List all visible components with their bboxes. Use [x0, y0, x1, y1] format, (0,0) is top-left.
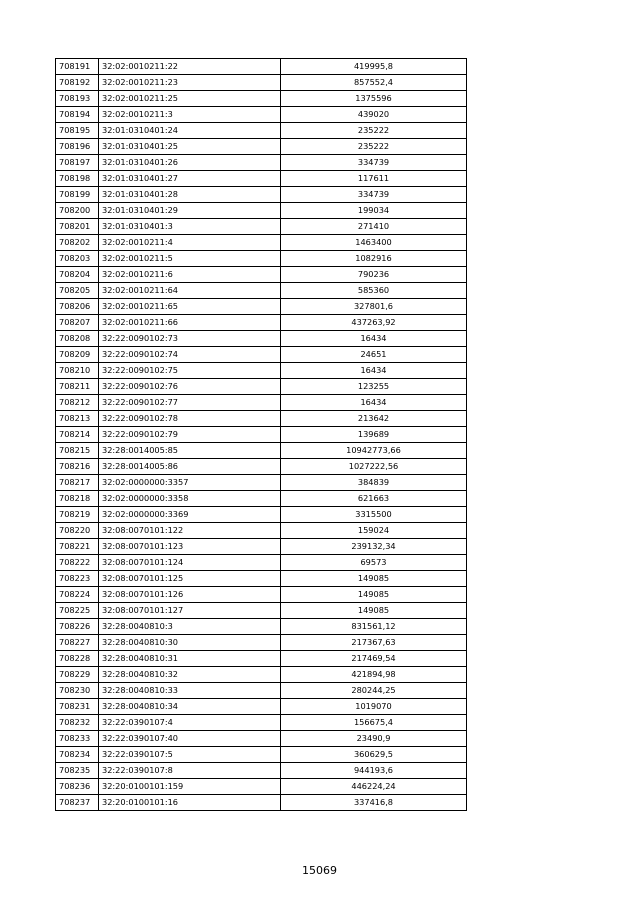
value-cell: 360629,5: [281, 747, 467, 763]
cadastral-number-cell: 32:28:0040810:3: [99, 619, 281, 635]
table-row: [56, 699, 467, 715]
row-id-cell: 708228: [56, 651, 99, 667]
cadastral-number-cell: 32:28:0040810:34: [99, 699, 281, 715]
row-id-cell: 708220: [56, 523, 99, 539]
table-row: [56, 523, 467, 539]
value-cell: 235222: [281, 139, 467, 155]
table-row: [56, 779, 467, 795]
cadastral-number-cell: 32:22:0390107:8: [99, 763, 281, 779]
cadastral-number-cell: 32:22:0090102:76: [99, 379, 281, 395]
row-id-cell: 708200: [56, 203, 99, 219]
value-cell: 790236: [281, 267, 467, 283]
table-row: [56, 283, 467, 299]
cadastral-number-cell: 32:28:0040810:33: [99, 683, 281, 699]
table-row: [56, 763, 467, 779]
row-id-cell: 708205: [56, 283, 99, 299]
row-id-cell: 708215: [56, 443, 99, 459]
table-row: [56, 603, 467, 619]
row-id-cell: 708222: [56, 555, 99, 571]
row-id-cell: 708218: [56, 491, 99, 507]
table-row: [56, 443, 467, 459]
row-id-cell: 708203: [56, 251, 99, 267]
row-id-cell: 708230: [56, 683, 99, 699]
row-id-cell: 708226: [56, 619, 99, 635]
value-cell: 217469,54: [281, 651, 467, 667]
cadastral-number-cell: 32:02:0010211:25: [99, 91, 281, 107]
row-id-cell: 708216: [56, 459, 99, 475]
value-cell: 149085: [281, 571, 467, 587]
value-cell: 337416,8: [281, 795, 467, 811]
table-row: [56, 75, 467, 91]
row-id-cell: 708207: [56, 315, 99, 331]
table-row: [56, 155, 467, 171]
value-cell: 585360: [281, 283, 467, 299]
cadastral-number-cell: 32:02:0000000:3358: [99, 491, 281, 507]
row-id-cell: 708233: [56, 731, 99, 747]
row-id-cell: 708236: [56, 779, 99, 795]
cadastral-number-cell: 32:01:0310401:25: [99, 139, 281, 155]
row-id-cell: 708235: [56, 763, 99, 779]
value-cell: 271410: [281, 219, 467, 235]
row-id-cell: 708195: [56, 123, 99, 139]
row-id-cell: 708211: [56, 379, 99, 395]
value-cell: 1019070: [281, 699, 467, 715]
value-cell: 23490,9: [281, 731, 467, 747]
cadastral-number-cell: 32:02:0010211:66: [99, 315, 281, 331]
value-cell: 217367,63: [281, 635, 467, 651]
table-row: [56, 59, 467, 75]
value-cell: 421894,98: [281, 667, 467, 683]
row-id-cell: 708212: [56, 395, 99, 411]
value-cell: 149085: [281, 587, 467, 603]
cadastral-number-cell: 32:20:0100101:159: [99, 779, 281, 795]
table-row: [56, 651, 467, 667]
value-cell: 280244,25: [281, 683, 467, 699]
value-cell: 16434: [281, 331, 467, 347]
cadastral-number-cell: 32:01:0310401:3: [99, 219, 281, 235]
value-cell: 334739: [281, 187, 467, 203]
table-row: [56, 331, 467, 347]
value-cell: 1082916: [281, 251, 467, 267]
table-row: [56, 459, 467, 475]
cadastral-number-cell: 32:01:0310401:27: [99, 171, 281, 187]
cadastral-number-cell: 32:22:0090102:77: [99, 395, 281, 411]
table-row: [56, 571, 467, 587]
value-cell: 139689: [281, 427, 467, 443]
table-row: [56, 107, 467, 123]
table-row: [56, 379, 467, 395]
cadastral-number-cell: 32:02:0000000:3369: [99, 507, 281, 523]
value-cell: 384839: [281, 475, 467, 491]
cadastral-number-cell: 32:08:0070101:123: [99, 539, 281, 555]
cadastral-number-cell: 32:08:0070101:126: [99, 587, 281, 603]
table-row: [56, 315, 467, 331]
cadastral-number-cell: 32:02:0010211:64: [99, 283, 281, 299]
value-cell: 944193,6: [281, 763, 467, 779]
cadastral-number-cell: 32:08:0070101:124: [99, 555, 281, 571]
value-cell: 1375596: [281, 91, 467, 107]
cadastral-number-cell: 32:02:0010211:23: [99, 75, 281, 91]
value-cell: 235222: [281, 123, 467, 139]
row-id-cell: 708192: [56, 75, 99, 91]
table-row: [56, 171, 467, 187]
table-row: [56, 619, 467, 635]
cadastral-number-cell: 32:28:0014005:86: [99, 459, 281, 475]
value-cell: 334739: [281, 155, 467, 171]
row-id-cell: 708193: [56, 91, 99, 107]
value-cell: 117611: [281, 171, 467, 187]
row-id-cell: 708217: [56, 475, 99, 491]
row-id-cell: 708225: [56, 603, 99, 619]
table-row: [56, 667, 467, 683]
value-cell: 10942773,66: [281, 443, 467, 459]
cadastral-number-cell: 32:22:0090102:79: [99, 427, 281, 443]
value-cell: 857552,4: [281, 75, 467, 91]
row-id-cell: 708210: [56, 363, 99, 379]
row-id-cell: 708232: [56, 715, 99, 731]
row-id-cell: 708234: [56, 747, 99, 763]
value-cell: 327801,6: [281, 299, 467, 315]
cadastral-number-cell: 32:01:0310401:28: [99, 187, 281, 203]
value-cell: 159024: [281, 523, 467, 539]
value-cell: 1463400: [281, 235, 467, 251]
cadastral-number-cell: 32:08:0070101:127: [99, 603, 281, 619]
table-row: [56, 395, 467, 411]
table-row: [56, 747, 467, 763]
table-row: [56, 539, 467, 555]
row-id-cell: 708208: [56, 331, 99, 347]
table-row: [56, 219, 467, 235]
table-row: [56, 203, 467, 219]
value-cell: 199034: [281, 203, 467, 219]
cadastral-number-cell: 32:22:0090102:75: [99, 363, 281, 379]
table-row: [56, 235, 467, 251]
value-cell: 621663: [281, 491, 467, 507]
value-cell: 69573: [281, 555, 467, 571]
row-id-cell: 708202: [56, 235, 99, 251]
cadastral-number-cell: 32:20:0100101:16: [99, 795, 281, 811]
row-id-cell: 708237: [56, 795, 99, 811]
table-row: [56, 347, 467, 363]
cadastral-number-cell: 32:02:0010211:4: [99, 235, 281, 251]
cadastral-number-cell: 32:22:0390107:4: [99, 715, 281, 731]
row-id-cell: 708194: [56, 107, 99, 123]
value-cell: 16434: [281, 363, 467, 379]
cadastral-number-cell: 32:01:0310401:24: [99, 123, 281, 139]
value-cell: 213642: [281, 411, 467, 427]
table-row: [56, 635, 467, 651]
table-row: [56, 267, 467, 283]
row-id-cell: 708227: [56, 635, 99, 651]
row-id-cell: 708191: [56, 59, 99, 75]
cadastral-number-cell: 32:02:0010211:6: [99, 267, 281, 283]
row-id-cell: 708221: [56, 539, 99, 555]
table-row: [56, 795, 467, 811]
table-row: [56, 411, 467, 427]
data-table: [55, 58, 467, 811]
cadastral-number-cell: 32:28:0040810:32: [99, 667, 281, 683]
table-row: [56, 731, 467, 747]
cadastral-number-cell: 32:08:0070101:125: [99, 571, 281, 587]
row-id-cell: 708231: [56, 699, 99, 715]
table-row: [56, 555, 467, 571]
cadastral-number-cell: 32:22:0090102:73: [99, 331, 281, 347]
cadastral-number-cell: 32:02:0010211:65: [99, 299, 281, 315]
value-cell: 24651: [281, 347, 467, 363]
table-row: [56, 683, 467, 699]
cadastral-number-cell: 32:28:0040810:31: [99, 651, 281, 667]
row-id-cell: 708213: [56, 411, 99, 427]
table-row: [56, 587, 467, 603]
cadastral-number-cell: 32:22:0390107:40: [99, 731, 281, 747]
row-id-cell: 708229: [56, 667, 99, 683]
cadastral-number-cell: 32:28:0014005:85: [99, 443, 281, 459]
value-cell: 439020: [281, 107, 467, 123]
row-id-cell: 708223: [56, 571, 99, 587]
cadastral-number-cell: 32:01:0310401:29: [99, 203, 281, 219]
row-id-cell: 708196: [56, 139, 99, 155]
cadastral-number-cell: 32:22:0390107:5: [99, 747, 281, 763]
row-id-cell: 708219: [56, 507, 99, 523]
cadastral-number-cell: 32:22:0090102:78: [99, 411, 281, 427]
value-cell: 446224,24: [281, 779, 467, 795]
value-cell: 3315500: [281, 507, 467, 523]
table-row: [56, 91, 467, 107]
table-row: [56, 715, 467, 731]
cadastral-number-cell: 32:02:0010211:22: [99, 59, 281, 75]
row-id-cell: 708224: [56, 587, 99, 603]
cadastral-number-cell: 32:08:0070101:122: [99, 523, 281, 539]
row-id-cell: 708214: [56, 427, 99, 443]
cadastral-number-cell: 32:02:0010211:5: [99, 251, 281, 267]
value-cell: 239132,34: [281, 539, 467, 555]
value-cell: 123255: [281, 379, 467, 395]
table-body: [56, 59, 467, 811]
cadastral-number-cell: 32:01:0310401:26: [99, 155, 281, 171]
table-row: [56, 507, 467, 523]
table-row: [56, 251, 467, 267]
cadastral-number-cell: 32:28:0040810:30: [99, 635, 281, 651]
value-cell: 149085: [281, 603, 467, 619]
value-cell: 419995,8: [281, 59, 467, 75]
row-id-cell: 708204: [56, 267, 99, 283]
table-row: [56, 427, 467, 443]
table-row: [56, 363, 467, 379]
cadastral-number-cell: 32:02:0010211:3: [99, 107, 281, 123]
row-id-cell: 708209: [56, 347, 99, 363]
table-row: [56, 299, 467, 315]
row-id-cell: 708206: [56, 299, 99, 315]
page-number: 15069: [302, 864, 337, 877]
cadastral-number-cell: 32:22:0090102:74: [99, 347, 281, 363]
value-cell: 831561,12: [281, 619, 467, 635]
table-row: [56, 491, 467, 507]
row-id-cell: 708198: [56, 171, 99, 187]
table-row: [56, 187, 467, 203]
row-id-cell: 708197: [56, 155, 99, 171]
row-id-cell: 708199: [56, 187, 99, 203]
row-id-cell: 708201: [56, 219, 99, 235]
table-row: [56, 123, 467, 139]
value-cell: 16434: [281, 395, 467, 411]
table-row: [56, 475, 467, 491]
value-cell: 437263,92: [281, 315, 467, 331]
table-row: [56, 139, 467, 155]
value-cell: 156675,4: [281, 715, 467, 731]
value-cell: 1027222,56: [281, 459, 467, 475]
cadastral-number-cell: 32:02:0000000:3357: [99, 475, 281, 491]
